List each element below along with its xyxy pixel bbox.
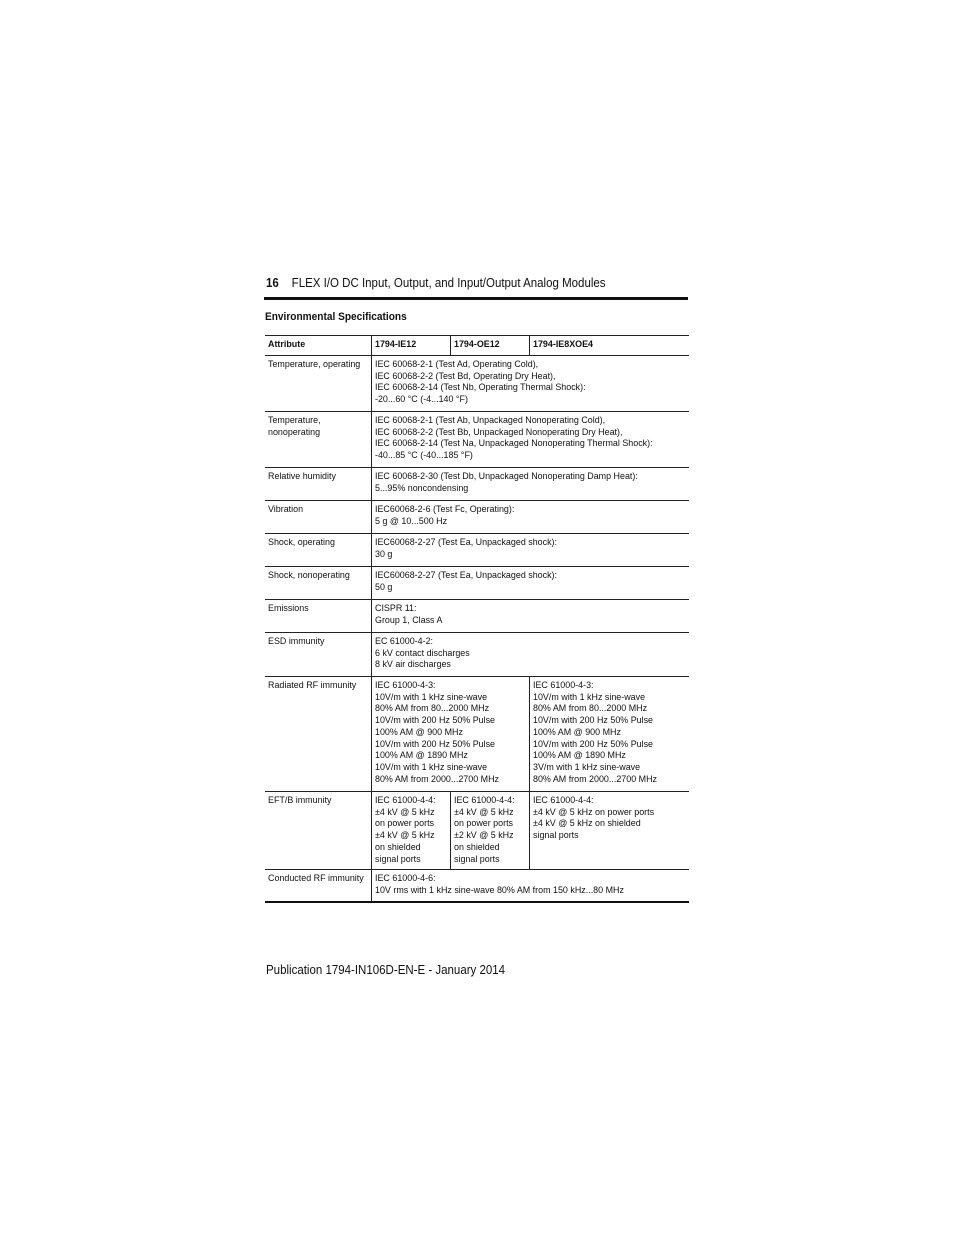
- table-row: [265, 567, 689, 600]
- row-attribute: Temperature, operating: [265, 356, 371, 412]
- row-value: IEC60068-2-27 (Test Ea, Unpackaged shock): 30 g: [371, 534, 689, 567]
- row-attribute: Vibration: [265, 501, 371, 534]
- section-title: Environmental Specifications: [265, 311, 407, 323]
- row-attribute: Radiated RF immunity: [265, 677, 371, 792]
- table-row: [265, 534, 689, 567]
- row-attribute: Emissions: [265, 600, 371, 633]
- table-row: [265, 870, 689, 902]
- table-row: [265, 412, 689, 468]
- table-row: [265, 468, 689, 501]
- header-rule: [264, 297, 688, 300]
- table-row: [265, 356, 689, 412]
- column-header-1794-ie12: 1794-IE12: [371, 336, 450, 356]
- row-attribute: EFT/B immunity: [265, 792, 371, 870]
- row-value: IEC60068-2-6 (Test Fc, Operating): 5 g @ 10...500 Hz: [371, 501, 689, 534]
- row-attribute: Shock, nonoperating: [265, 567, 371, 600]
- column-header-attribute: Attribute: [265, 336, 371, 356]
- document-title: FLEX I/O DC Input, Output, and Input/Output Analog Modules: [291, 276, 606, 290]
- environmental-specifications-table: [265, 335, 689, 903]
- table-header-row: [265, 336, 689, 356]
- column-header-1794-oe12: 1794-OE12: [450, 336, 529, 356]
- row-value-ie8xoe4: IEC 61000-4-4: ±4 kV @ 5 kHz on power ports ±4 kV @ 5 kHz on shielded signal ports: [529, 792, 689, 870]
- row-value: IEC 60068-2-1 (Test Ab, Unpackaged Nonoperating Cold), IEC 60068-2-2 (Test Bb, Unpackaged Nonoperating Dry Heat), IEC 60068-2-14 (Test Na, Unpackaged Nonoperating Thermal Shock): -40...85 °C (-40...185 °F): [371, 412, 689, 468]
- running-header: [266, 273, 654, 297]
- row-value-oe12: IEC 61000-4-4: ±4 kV @ 5 kHz on power ports ±2 kV @ 5 kHz on shielded signal ports: [450, 792, 529, 870]
- row-value: IEC 60068-2-1 (Test Ad, Operating Cold), IEC 60068-2-2 (Test Bd, Operating Dry Heat), IEC 60068-2-14 (Test Nb, Operating Thermal Shock): -20...60 °C (-4...140 °F): [371, 356, 689, 412]
- publication-footer: Publication 1794-IN106D-EN-E - January 2014: [266, 963, 506, 977]
- table-row: [265, 633, 689, 677]
- row-value-ie8xoe4: IEC 61000-4-3: 10V/m with 1 kHz sine-wave 80% AM from 80...2000 MHz 10V/m with 200 Hz 50% Pulse 100% AM @ 900 MHz 10V/m with 200 Hz 50% Pulse 100% AM @ 1890 MHz 3V/m with 1 kHz sine-wave 80% AM from 2000...2700 MHz: [529, 677, 689, 792]
- column-header-1794-ie8xoe4: 1794-IE8XOE4: [529, 336, 689, 356]
- row-attribute: Relative humidity: [265, 468, 371, 501]
- row-attribute: Shock, operating: [265, 534, 371, 567]
- row-value-ie12-oe12: IEC 61000-4-3: 10V/m with 1 kHz sine-wave 80% AM from 80...2000 MHz 10V/m with 200 Hz 50% Pulse 100% AM @ 900 MHz 10V/m with 200 Hz 50% Pulse 100% AM @ 1890 MHz 10V/m with 1 kHz sine-wave 80% AM from 2000...2700 MHz: [371, 677, 529, 792]
- table-row: [265, 677, 689, 792]
- row-value: IEC 61000-4-6: 10V rms with 1 kHz sine-wave 80% AM from 150 kHz...80 MHz: [371, 870, 689, 902]
- table-row: [265, 600, 689, 633]
- table-row: [265, 792, 689, 870]
- row-attribute: Temperature, nonoperating: [265, 412, 371, 468]
- row-value-ie12: IEC 61000-4-4: ±4 kV @ 5 kHz on power ports ±4 kV @ 5 kHz on shielded signal ports: [371, 792, 450, 870]
- row-value: IEC 60068-2-30 (Test Db, Unpackaged Nonoperating Damp Heat): 5...95% noncondensing: [371, 468, 689, 501]
- row-value: CISPR 11: Group 1, Class A: [371, 600, 689, 633]
- row-attribute: ESD immunity: [265, 633, 371, 677]
- row-value: IEC60068-2-27 (Test Ea, Unpackaged shock): 50 g: [371, 567, 689, 600]
- row-attribute: Conducted RF immunity: [265, 870, 371, 902]
- table-row: [265, 501, 689, 534]
- page-number: 16: [266, 276, 279, 290]
- row-value: EC 61000-4-2: 6 kV contact discharges 8 kV air discharges: [371, 633, 689, 677]
